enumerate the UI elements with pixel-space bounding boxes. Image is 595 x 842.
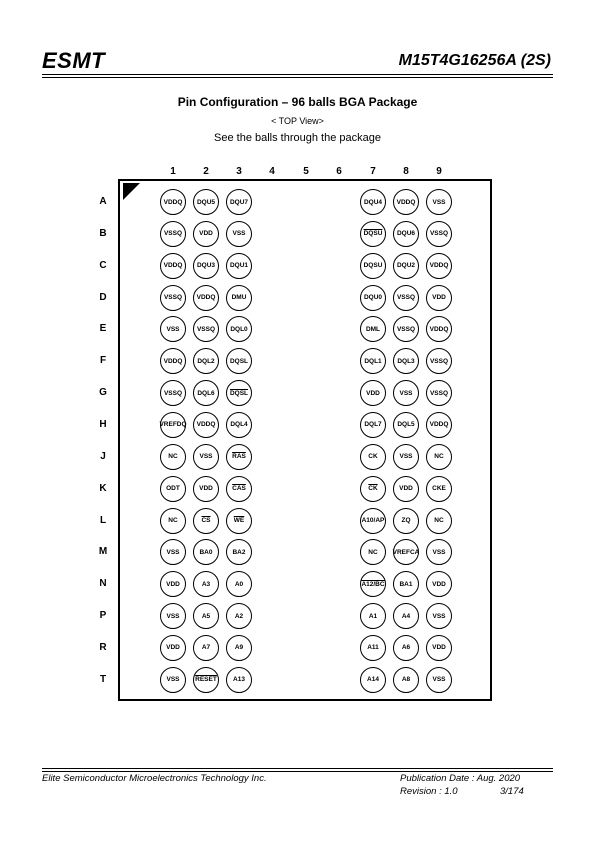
ball-pin: [160, 380, 186, 406]
ball-pin: [160, 189, 186, 215]
row-label: F: [99, 355, 107, 367]
ball-pin: [160, 508, 186, 534]
ball-pin-label: A12/BC: [361, 580, 385, 588]
row-label: H: [99, 418, 107, 430]
ball-pin-label: VDD: [166, 580, 180, 588]
ball-pin: [193, 508, 219, 534]
ball-pin: [426, 380, 452, 406]
ball-pin: [360, 667, 386, 693]
ball-pin-label: DQU7: [229, 198, 249, 206]
ball-pin-label: VSSQ: [396, 325, 416, 333]
ball-pin: [393, 380, 419, 406]
ball-pin-label: DQU5: [196, 198, 216, 206]
ball-pin: [393, 667, 419, 693]
ball-pin-label: VDD: [432, 294, 446, 302]
ball-pin-label: A7: [201, 644, 211, 652]
ball-pin-label: DQU6: [396, 230, 416, 238]
row-label: R: [99, 641, 107, 653]
ball-pin: [226, 412, 252, 438]
ball-pin-label: VDDQ: [163, 198, 183, 206]
ball-pin: [426, 189, 452, 215]
ball-pin: [360, 571, 386, 597]
ball-pin-label: VSSQ: [429, 357, 449, 365]
ball-pin-label: VSSQ: [396, 294, 416, 302]
footer-publication-date: Publication Date : Aug. 2020: [400, 773, 521, 784]
ball-pin: [426, 412, 452, 438]
ball-pin: [360, 253, 386, 279]
ball-pin-label: DQU3: [196, 262, 216, 270]
ball-pin: [226, 221, 252, 247]
ball-pin-label: A1: [368, 612, 378, 620]
ball-pin: [360, 635, 386, 661]
footer-divider: [42, 771, 553, 772]
ball-pin-label: BA0: [199, 548, 213, 556]
ball-pin-label: DQL2: [197, 357, 215, 365]
view-subtitle: < TOP View>: [271, 116, 324, 126]
ball-pin: [193, 253, 219, 279]
ball-pin-label: VDD: [366, 389, 380, 397]
ball-pin: [193, 635, 219, 661]
ball-pin-label: VREFCA: [392, 548, 420, 556]
ball-pin: [160, 603, 186, 629]
column-label: 3: [236, 166, 242, 177]
ball-pin: [193, 380, 219, 406]
ball-pin-label: DQL1: [364, 357, 382, 365]
ball-pin-label: VSSQ: [196, 325, 216, 333]
ball-pin: [226, 253, 252, 279]
ball-pin-label: VDDQ: [429, 325, 449, 333]
ball-pin-label: A3: [201, 580, 211, 588]
company-logo: ESMT: [42, 48, 106, 73]
ball-pin: [393, 189, 419, 215]
ball-pin: [160, 285, 186, 311]
ball-pin-label: ZQ: [401, 517, 411, 524]
ball-pin-label: VSSQ: [429, 389, 449, 397]
ball-pin-label: BA2: [232, 548, 246, 556]
row-label: T: [99, 673, 107, 685]
ball-pin-label: VSS: [166, 612, 180, 620]
ball-pin: [393, 412, 419, 438]
ball-pin-label: VSS: [399, 453, 413, 461]
row-label: P: [99, 610, 107, 622]
ball-pin-label: VSSQ: [163, 389, 183, 397]
ball-pin: [360, 476, 386, 502]
footer-page-number: 3/174: [500, 786, 524, 797]
column-label: 9: [436, 166, 442, 177]
ball-pin: [193, 412, 219, 438]
ball-pin-label: VSS: [432, 548, 446, 556]
ball-pin-label: DQU1: [229, 262, 249, 270]
ball-pin: [393, 285, 419, 311]
ball-pin-label: VSS: [166, 325, 180, 333]
ball-pin-label: A8: [401, 676, 411, 684]
ball-pin: [360, 444, 386, 470]
ball-pin: [393, 476, 419, 502]
ball-pin-label: DQL4: [230, 421, 248, 429]
ball-pin-label: VDD: [199, 230, 213, 238]
ball-pin-label: VREFDQ: [159, 421, 187, 429]
ball-pin: [426, 571, 452, 597]
ball-pin: [426, 253, 452, 279]
row-label: G: [99, 387, 107, 399]
ball-pin-label: VSSQ: [429, 230, 449, 238]
ball-pin-label: DQU0: [363, 294, 383, 302]
ball-pin: [226, 571, 252, 597]
column-label: 7: [370, 166, 376, 177]
ball-pin: [426, 476, 452, 502]
ball-pin-label: DQL7: [364, 421, 382, 429]
ball-pin: [160, 444, 186, 470]
ball-pin: [393, 253, 419, 279]
ball-pin-label: CK: [368, 453, 378, 461]
ball-pin: [226, 189, 252, 215]
ball-pin-label: CKE: [432, 485, 446, 493]
ball-pin-label: VSS: [166, 548, 180, 556]
ball-pin: [426, 221, 452, 247]
ball-pin-label: NC: [434, 517, 444, 524]
ball-pin: [426, 285, 452, 311]
column-label: 2: [203, 166, 209, 177]
ball-pin-label: DML: [365, 325, 381, 333]
ball-pin: [426, 667, 452, 693]
row-label: B: [99, 227, 107, 239]
row-label: K: [99, 482, 107, 494]
ball-pin-label: A6: [401, 644, 411, 652]
ball-pin-label: A2: [234, 612, 244, 620]
ball-pin: [393, 508, 419, 534]
ball-pin: [226, 285, 252, 311]
ball-pin-label: ODT: [166, 485, 180, 493]
ball-pin-label: VDD: [399, 485, 413, 493]
ball-pin-label: DQSL: [229, 389, 249, 397]
ball-pin: [426, 603, 452, 629]
ball-pin-label: A14: [367, 676, 379, 684]
ball-pin-label: NC: [168, 517, 178, 524]
ball-pin: [193, 667, 219, 693]
ball-pin-label: VDD: [432, 580, 446, 588]
row-label: A: [99, 196, 107, 207]
column-label: 4: [269, 166, 275, 177]
ball-pin-label: RESET: [195, 676, 217, 684]
ball-pin-label: NC: [368, 548, 378, 556]
ball-pin: [360, 189, 386, 215]
ball-pin: [193, 189, 219, 215]
ball-pin-label: VSS: [399, 389, 413, 397]
ball-pin-label: A9: [234, 644, 244, 652]
ball-pin-label: DQL5: [397, 421, 415, 429]
ball-pin-label: A5: [201, 612, 211, 620]
ball-pin-label: VSS: [199, 453, 213, 461]
ball-pin: [360, 221, 386, 247]
ball-pin-label: VSS: [166, 676, 180, 684]
ball-pin-label: DQL0: [230, 325, 248, 333]
ball-pin-label: DMU: [231, 294, 247, 302]
row-label: E: [99, 323, 107, 335]
ball-pin: [160, 571, 186, 597]
ball-pin-label: BA1: [399, 580, 413, 588]
pin1-corner-marker: [123, 183, 140, 200]
header-divider: [42, 77, 553, 78]
ball-pin-label: $\overline{RAS}$: [232, 453, 246, 461]
ball-pin: [193, 221, 219, 247]
ball-pin-label: DQL3: [397, 357, 415, 365]
ball-pin-label: VSS: [232, 230, 246, 238]
ball-pin-label: VDDQ: [196, 294, 216, 302]
ball-pin: [160, 476, 186, 502]
ball-pin: [160, 667, 186, 693]
ball-pin: [393, 221, 419, 247]
row-label: N: [99, 578, 107, 590]
ball-pin-label: VSS: [432, 612, 446, 620]
ball-pin-label: VDD: [199, 485, 213, 493]
ball-pin-label: A13: [233, 676, 245, 684]
ball-pin: [160, 412, 186, 438]
ball-pin-label: VSS: [432, 676, 446, 684]
ball-pin: [226, 508, 252, 534]
ball-pin: [426, 508, 452, 534]
ball-pin-label: A4: [401, 612, 411, 620]
column-label: 6: [336, 166, 342, 177]
ball-pin-label: VDDQ: [196, 421, 216, 429]
ball-pin: [193, 476, 219, 502]
ball-pin: [226, 444, 252, 470]
ball-pin: [360, 380, 386, 406]
ball-pin-label: A11: [367, 644, 379, 652]
ball-pin-label: $\overline{CK}$: [368, 485, 378, 493]
row-label: D: [99, 291, 107, 303]
ball-pin: [193, 444, 219, 470]
footer-revision: Revision : 1.0: [400, 786, 458, 797]
ball-pin-label: A0: [234, 580, 244, 588]
row-label: M: [98, 546, 108, 558]
column-label: 1: [170, 166, 176, 177]
row-label: L: [99, 514, 107, 526]
part-number: M15T4G16256A (2S): [398, 52, 551, 69]
ball-pin: [193, 571, 219, 597]
ball-pin: [226, 603, 252, 629]
ball-pin-label: VDDQ: [429, 421, 449, 429]
ball-pin: [160, 635, 186, 661]
ball-pin-label: VDDQ: [429, 262, 449, 270]
footer-company: Elite Semiconductor Microelectronics Technology Inc.: [42, 773, 267, 784]
ball-pin-label: DQL6: [197, 389, 215, 397]
ball-pin: [193, 603, 219, 629]
ball-pin-label: VDDQ: [163, 357, 183, 365]
ball-pin-label: DQU4: [363, 198, 383, 206]
column-label: 5: [303, 166, 309, 177]
ball-pin-label: $\overline{CAS}$: [232, 485, 246, 493]
column-label: 8: [403, 166, 409, 177]
ball-pin: [160, 221, 186, 247]
ball-pin-label: DQSL: [229, 357, 249, 365]
ball-pin-label: $\overline{WE}$: [233, 517, 245, 524]
ball-pin: [160, 253, 186, 279]
ball-pin-label: VSSQ: [163, 230, 183, 238]
ball-pin: [393, 444, 419, 470]
ball-pin: [426, 444, 452, 470]
ball-pin-label: A10/AP: [361, 517, 385, 524]
page-title: Pin Configuration – 96 balls BGA Package: [177, 95, 418, 109]
ball-pin: [393, 635, 419, 661]
ball-pin-label: VDDQ: [396, 198, 416, 206]
ball-pin-label: VSS: [432, 198, 446, 206]
footer-divider: [42, 768, 553, 769]
ball-pin: [360, 603, 386, 629]
ball-pin-label: DQSU: [363, 230, 383, 238]
ball-pin: [360, 508, 386, 534]
row-label: J: [100, 450, 106, 462]
ball-pin-label: DQU2: [396, 262, 416, 270]
ball-pin: [426, 635, 452, 661]
ball-pin-label: NC: [168, 453, 178, 461]
ball-pin-label: $\overline{CS}$: [201, 517, 211, 524]
ball-pin-label: VDD: [432, 644, 446, 652]
ball-pin-label: VDD: [166, 644, 180, 652]
ball-pin: [226, 476, 252, 502]
ball-pin-label: VSSQ: [163, 294, 183, 302]
ball-pin-label: VDDQ: [163, 262, 183, 270]
ball-pin: [393, 603, 419, 629]
ball-pin: [226, 635, 252, 661]
ball-pin: [360, 285, 386, 311]
view-caption: See the balls through the package: [214, 132, 381, 144]
ball-pin: [360, 412, 386, 438]
header-divider: [42, 74, 553, 75]
ball-pin: [226, 667, 252, 693]
row-label: C: [99, 259, 107, 271]
ball-pin-label: NC: [434, 453, 444, 461]
ball-pin: [193, 285, 219, 311]
ball-pin: [393, 571, 419, 597]
ball-pin: [226, 380, 252, 406]
ball-pin-label: DQSU: [363, 262, 383, 270]
